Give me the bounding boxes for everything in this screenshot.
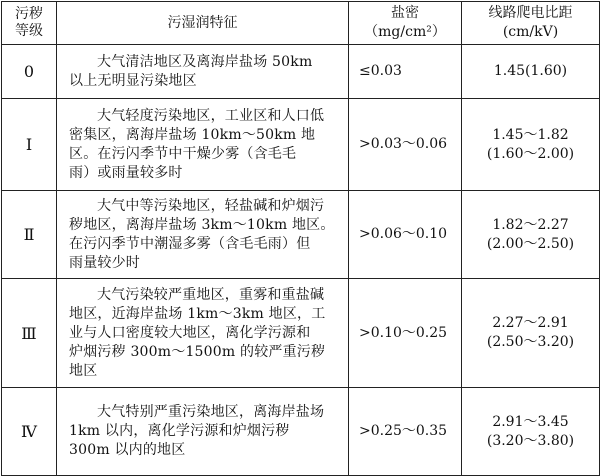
header-distance-line1: 线路爬电比距 xyxy=(488,5,573,21)
description-line: 以上无明显污染地区 xyxy=(69,72,197,89)
description-cell xyxy=(57,45,349,99)
header-distance-line2: (cm/kV) xyxy=(502,24,559,40)
description-line: 雨）或雨量较多时 xyxy=(69,164,183,181)
description-line: 地区，近海岸盐场 1km～3km 地区，工 xyxy=(69,305,326,322)
creepage-distance-cell xyxy=(462,45,600,99)
creepage-distance-cell xyxy=(462,388,600,476)
description-line: 地区 xyxy=(69,362,98,379)
grade-cell: 0 xyxy=(2,45,57,99)
grade-cell: Ⅱ xyxy=(2,191,57,279)
header-salt: 盐密（mg/cm²） xyxy=(349,2,462,45)
description-line: 大气特别严重污染地区，离海岸盐场 xyxy=(97,404,325,420)
description-line: 大气污染较严重地区，重雾和重盐碱 xyxy=(97,286,325,303)
header-grade-line2: 等级 xyxy=(15,23,43,39)
description-line: 在污闪季节中潮湿多雾（含毛毛雨）但 xyxy=(69,235,311,252)
creepage-distance-value: (1.60～2.00) xyxy=(486,145,575,162)
table-row xyxy=(2,45,600,99)
description-line: 雨量较少时 xyxy=(69,254,140,271)
salt-density-cell: >0.10～0.25 xyxy=(349,279,462,388)
description-line: 大气清洁地区及离海岸盐场 50km xyxy=(97,53,313,70)
table-row xyxy=(2,279,600,388)
description-line: 密集区，离海岸盐场 10km～50km 地 xyxy=(69,126,316,143)
header-grade-line1: 污秽 xyxy=(15,6,43,22)
description-line: 大气中等污染地区，轻盐碱和炉烟污 xyxy=(97,197,325,214)
description-line: 1km 以内，离化学污源和炉烟污秽 xyxy=(69,423,290,439)
creepage-distance-value: 2.91～3.45 xyxy=(492,413,569,430)
description-line: 大气轻度污染地区，工业区和人口低 xyxy=(97,107,325,124)
header-feature: 污湿润特征 xyxy=(57,2,349,45)
salt-density-cell: >0.25～0.35 xyxy=(349,388,462,476)
pollution-grade-table xyxy=(1,1,600,476)
description-line: 业与人口密度较大地区，离化学污源和 xyxy=(69,324,311,341)
description-line: 秽地区，离海岸盐场 3km～10km 地区。 xyxy=(69,216,335,233)
creepage-distance-value: (2.00～2.50) xyxy=(486,235,575,252)
salt-density-cell: ≤0.03 xyxy=(349,45,462,99)
description-line: 300m 以内的地区 xyxy=(69,442,186,458)
creepage-distance-cell xyxy=(462,99,600,191)
table-row xyxy=(2,191,600,279)
grade-cell: Ⅳ xyxy=(2,388,57,476)
header-grade xyxy=(2,2,57,45)
salt-density-cell: >0.06～0.10 xyxy=(349,191,462,279)
description-cell xyxy=(57,191,349,279)
creepage-distance-value: 1.45～1.82 xyxy=(492,126,569,143)
grade-cell: Ⅲ xyxy=(2,279,57,388)
creepage-distance-value: (3.20～3.80) xyxy=(486,432,575,449)
header-distance xyxy=(462,2,600,45)
creepage-distance-cell xyxy=(462,191,600,279)
creepage-distance-value: 2.27～2.91 xyxy=(492,315,569,331)
header-row xyxy=(2,2,600,45)
table-row xyxy=(2,99,600,191)
table-row xyxy=(2,388,600,476)
creepage-distance-cell xyxy=(462,279,600,388)
salt-density-cell: >0.03～0.06 xyxy=(349,99,462,191)
description-line: 区。在污闪季节中干燥少雾（含毛毛 xyxy=(69,145,297,162)
description-cell xyxy=(57,388,349,476)
grade-cell: Ⅰ xyxy=(2,99,57,191)
creepage-distance-value: 1.45(1.60) xyxy=(493,63,568,79)
creepage-distance-value: (2.50～3.20) xyxy=(486,334,575,350)
creepage-distance-value: 1.82～2.27 xyxy=(492,216,569,233)
description-line: 炉烟污秽 300m～1500m 的较严重污秽 xyxy=(69,343,326,360)
description-cell xyxy=(57,99,349,191)
description-cell xyxy=(57,279,349,388)
